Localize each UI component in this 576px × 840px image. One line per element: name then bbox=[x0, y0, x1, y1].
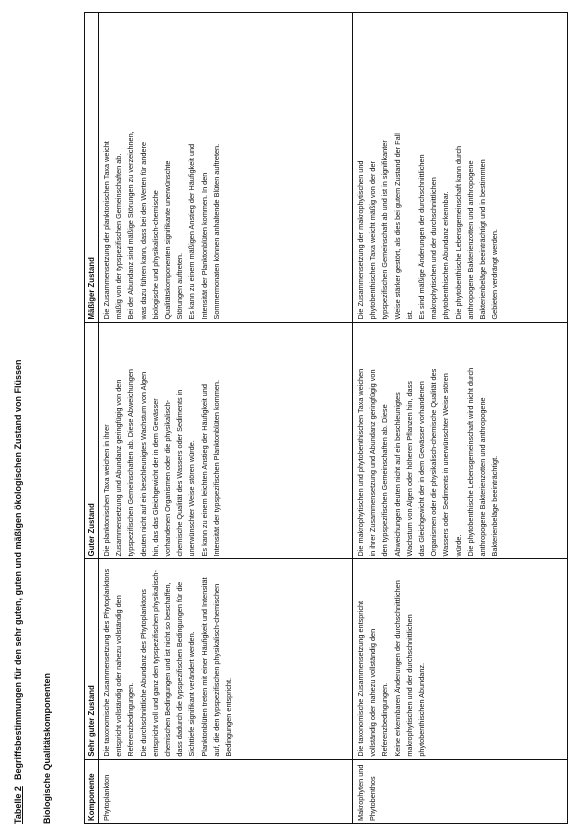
header-guter-zustand: Guter Zustand bbox=[85, 322, 99, 559]
cell-komponente: Phytoplankton bbox=[99, 759, 353, 823]
table-header-row bbox=[85, 13, 99, 824]
table-label: Tabelle 2 bbox=[13, 786, 23, 824]
header-maessiger-zustand: Mäßiger Zustand bbox=[85, 13, 99, 323]
table-caption bbox=[13, 359, 23, 824]
cell-sehr-gut: Die taxonomische Zusammensetzung entspricht vollständig oder nahezu vollständig den Referenzbedingungen. Keine erkennbaren Änderungen der durchschnittlichen makrophytischen und der durchschnittlichen phytobenthischen Abundanz. bbox=[353, 559, 568, 759]
cell-gut: Die planktonischen Taxa weichen in ihrer Zusammensetzung und Abundanz geringfügig von den typspezifischen Gemeinschaften ab. Diese Abweichungen deuten nicht auf ein beschleunigtes Wachstum von Algen hin, das das Gleichgewicht der in dem Gewässer vorhandenen Organismen oder die physikalisch- chemische Qualität des Wassers oder Sediments in unerwünschter Weise stören würde. Es kann zu einem leichten Anstieg der Häufigkeit und Intensität der typspezifischen Planktonblüten kommen. bbox=[99, 322, 353, 559]
cell-komponente: Makrophyten und Phytobenthos bbox=[353, 759, 568, 823]
cell-maessig: Die Zusammensetzung der makrophytischen und phytobenthischen Taxa weicht mäßig von der der typspezifischen Gemeinschaft ab und ist in signifikanter Weise stärker gestört, als dies bei gutem Zustand der Fall ist. Es sind mäßige Änderungen der durchschnittlichen makrophytischen und der durchschnittlichen phytobenthischen Abundanz erkennbar. Die phytobenthische Lebensgemeinschaft kann durch anthropogene Bakterienzotten und anthropogene Bakterienbeläge beeinträchtigt und in bestimmten Gebieten verdrängt werden. bbox=[353, 13, 568, 323]
table-row bbox=[99, 13, 353, 824]
table-title: Begriffsbestimmungen für den sehr guten, guten und mäßigen ökologischen Zustand von Flüssen bbox=[13, 359, 23, 780]
criteria-table bbox=[84, 12, 568, 824]
section-heading: Biologische Qualitätskomponenten bbox=[42, 672, 52, 824]
cell-maessig: Die Zusammensetzung der planktonischen Taxa weicht mäßig von der typspezifischen Gemeinschaften ab. Bei der Abundanz sind mäßige Störungen zu verzeichnen, was dazu führen kann, dass bei den Werten für andere biologische und physikalisch-chemische Qualitätskomponenten signifikante unerwünschte Störungen auftreten. Es kann zu einem mäßigen Anstieg der Häufigkeit und Intensität der Planktonblüten kommen. In den Sommermonaten können anhaltende Blüten auftreten. bbox=[99, 13, 353, 323]
table-row bbox=[353, 13, 568, 824]
cell-sehr-gut: Die taxonomische Zusammensetzung des Phytoplanktons entspricht vollständig oder nahezu vollständig den Referenzbedingungen. Die durchschnittliche Abundanz des Phytoplanktons entspricht voll und ganz den typspezifischen physikalisch- chemischen Bedingungen und ist nicht so beschaffen, dass dadurch die typspezifischen Bedingungen für die Sichttiefe signifikant verändert werden. Planktonblüten treten mit einer Häufigkeit und Intensität auf, die den typspezifischen physikalisch-chemischen Bedingungen entspricht. bbox=[99, 559, 353, 759]
header-sehr-guter-zustand: Sehr guter Zustand bbox=[85, 559, 99, 759]
header-komponente: Komponente bbox=[85, 759, 99, 823]
cell-gut: Die makrophytischen und phytobenthischen Taxa weichen in ihrer Zusammensetzung und Abundanz geringfügig von den typspezifischen Gemeinschaften ab. Diese Abweichungen deuten nicht auf ein beschleunigtes Wachstum von Algen oder höheren Pflanzen hin, dass das Gleichgewicht der in dem Gewässer vorhandenen Organismen oder die physikalisch-chemische Qualität des Wassers oder Sediments in unerwünschter Weise stören würde. Die phytobenthische Lebensgemeinschaft wird nicht durch anthropogene Bakterienzotten und anthropogene Bakterienbeläge beeinträchtigt. bbox=[353, 322, 568, 559]
